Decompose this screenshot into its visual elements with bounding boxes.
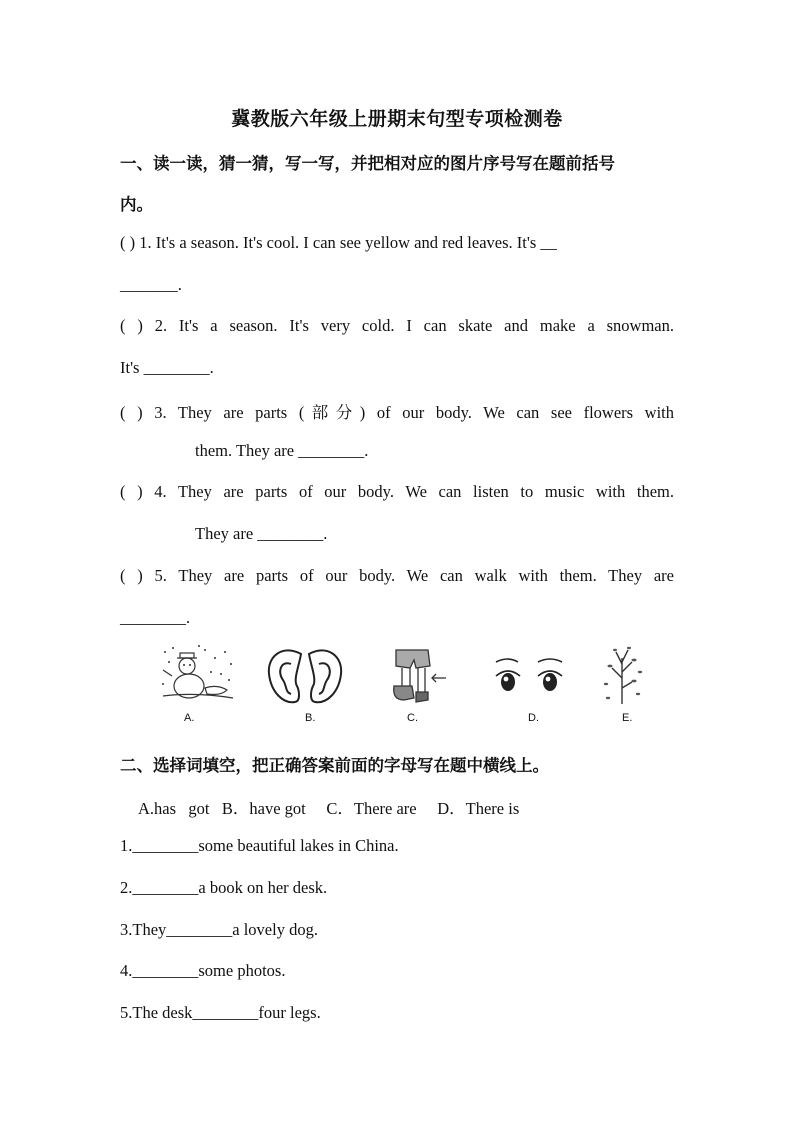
snowman-picture xyxy=(155,644,240,704)
picture-caption-a: A. xyxy=(184,712,195,724)
question-3-line1: ( ) 3. They are parts (部分) of our body. We can see flowers with xyxy=(120,403,674,422)
section2-heading: 二、选择词填空，把正确答案前面的字母写在题中横线上。 xyxy=(120,756,549,775)
question-2-line1: ( ) 2. It's a season. It's very cold. I can skate and make a snowman. xyxy=(120,316,674,335)
question-4-line2: They are ________. xyxy=(195,524,328,543)
question-3-line2: them. They are ________. xyxy=(195,441,369,460)
picture-caption-b: B. xyxy=(305,712,316,724)
fill-item-5: 5.The desk________four legs. xyxy=(120,1003,321,1022)
picture-caption-e: E. xyxy=(622,712,633,724)
picture-caption-c: C. xyxy=(407,712,418,724)
eyes-picture xyxy=(492,656,567,696)
ears-picture xyxy=(265,646,345,706)
word-options: A.has got B．have got C．There are D．There is xyxy=(138,799,520,818)
section1-heading-line1: 一、读一读，猜一猜，写一写，并把相对应的图片序号写在题前括号 xyxy=(120,154,615,173)
question-5-line1: ( ) 5. They are parts of our body. We can walk with them. They are xyxy=(120,566,674,585)
question-1-line2: _______. xyxy=(120,275,182,294)
picture-caption-d: D. xyxy=(528,712,539,724)
fill-item-3: 3.They________a lovely dog. xyxy=(120,920,318,939)
question-2-line2: It's ________. xyxy=(120,358,214,377)
picture-strip xyxy=(150,644,660,724)
question-1-line1: ( ) 1. It's a season. It's cool. I can see yellow and red leaves. It's __ xyxy=(120,233,557,252)
autumn-tree-picture xyxy=(598,644,648,706)
fill-item-1: 1.________some beautiful lakes in China. xyxy=(120,836,399,855)
fill-item-4: 4.________some photos. xyxy=(120,961,286,980)
question-4-line1: ( ) 4. They are parts of our body. We can listen to music with them. xyxy=(120,482,674,501)
legs-picture xyxy=(388,646,448,706)
question-5-line2: ________. xyxy=(120,608,191,627)
section1-heading-line2: 内。 xyxy=(120,195,153,214)
page-title: 冀教版六年级上册期末句型专项检测卷 xyxy=(231,108,563,130)
fill-item-2: 2.________a book on her desk. xyxy=(120,878,328,897)
